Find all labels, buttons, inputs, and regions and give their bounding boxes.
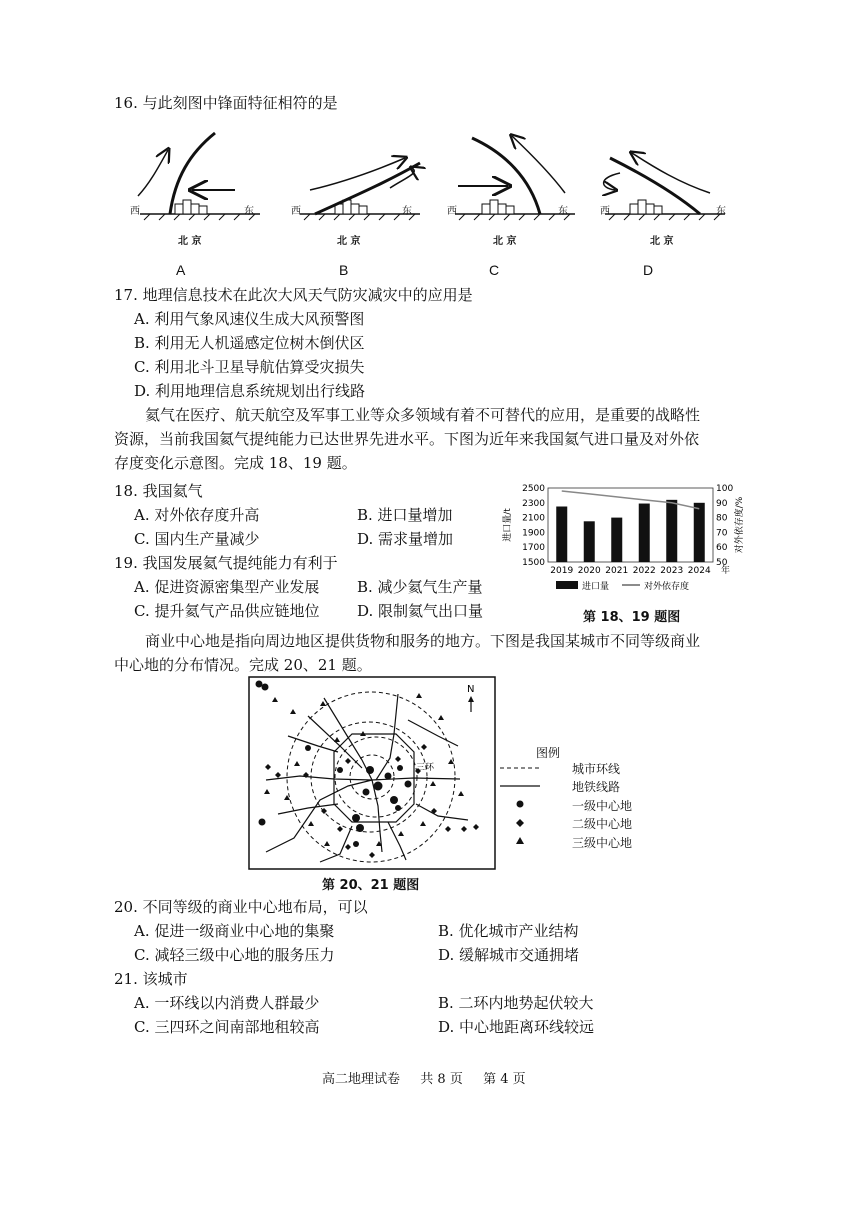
q20-stem: 20. 不同等级的商业中心地布局，可以 <box>114 898 368 916</box>
q16-option-d[interactable]: D <box>643 262 654 278</box>
chart-legend-bar-label: 进口量 <box>582 582 610 592</box>
q16-front-diagrams <box>120 128 780 253</box>
helium-passage-line2: 资源，当前我国氦气提纯能力已达世界先进水平。下图为近年来我国氦气进口量及对外依 <box>114 430 700 448</box>
chart-y-left-tick-label: 1700 <box>522 543 545 554</box>
legend-ring-road: 城市环线 <box>572 762 621 776</box>
q21-stem: 21. 该城市 <box>114 970 188 988</box>
q21-option-d[interactable]: D. 中心地距离环线较远 <box>438 1018 595 1036</box>
q16-city-label-d: 北 京 <box>650 236 674 247</box>
q20-option-a[interactable]: A. 促进一级商业中心地的集聚 <box>134 922 335 940</box>
q18-stem: 18. 我国氦气 <box>114 482 203 500</box>
chart-bar-2024 <box>694 503 705 562</box>
q16-west-label-b: 西 <box>291 206 301 217</box>
q19-option-c[interactable]: C. 提升氦气产品供应链地位 <box>134 602 320 620</box>
legend-subway: 地铁线路 <box>572 780 621 794</box>
map-caption: 第 20、21 题图 <box>322 878 420 893</box>
q18-option-a[interactable]: A. 对外依存度升高 <box>134 506 260 524</box>
chart-y-right-tick-label: 70 <box>716 528 728 539</box>
chart-y-right-tick-label: 80 <box>716 513 728 524</box>
chart-y-left-tick-label: 1500 <box>522 558 545 568</box>
q18-option-d[interactable]: D. 需求量增加 <box>357 530 454 548</box>
legend-third-level: 三级中心地 <box>572 836 633 850</box>
commerce-passage-line1: 商业中心地是指向周边地区提供货物和服务的地方。下图是我国某城市不同等级商业 <box>145 632 701 650</box>
chart-y-right-tick-label: 50 <box>716 558 728 568</box>
chart-x-tick-label: 2021 <box>605 566 629 576</box>
helium-passage-line3: 存度变化示意图。完成 18、19 题。 <box>114 454 357 472</box>
chart-x-unit: 年 <box>721 566 731 576</box>
chart-y-left-tick-label: 2500 <box>522 484 545 494</box>
q16-east-label-b: 东 <box>402 206 412 217</box>
chart-legend-line-label: 对外依存度 <box>644 582 690 592</box>
chart-caption: 第 18、19 题图 <box>583 610 681 625</box>
map-ring-label: 三环 <box>416 763 435 773</box>
chart-bar-2022 <box>639 504 650 562</box>
q20-option-b[interactable]: B. 优化城市产业结构 <box>438 922 579 940</box>
q20-option-c[interactable]: C. 减轻三级中心地的服务压力 <box>134 946 335 964</box>
q19-stem: 19. 我国发展氦气提纯能力有利于 <box>114 554 338 572</box>
q17-option-b[interactable]: B. 利用无人机遥感定位树木倒伏区 <box>134 334 365 352</box>
q16-option-b[interactable]: B <box>339 262 349 278</box>
q18-option-c[interactable]: C. 国内生产量减少 <box>134 530 260 548</box>
q16-diagram-c <box>455 136 575 220</box>
q19-option-d[interactable]: D. 限制氦气出口量 <box>357 602 484 620</box>
q16-city-label-a: 北 京 <box>178 236 202 247</box>
chart-line-dependence <box>562 491 700 509</box>
chart-y-left-tick-label: 2300 <box>522 498 545 509</box>
footer-subject: 高二地理试卷 <box>322 1072 401 1087</box>
map-legend-title: 图例 <box>536 746 561 760</box>
q17-stem: 17. 地理信息技术在此次大风天气防灾减灾中的应用是 <box>114 286 473 304</box>
chart-legend-bar-swatch <box>556 581 578 589</box>
q16-city-label-c: 北 京 <box>493 236 517 247</box>
q21-option-a[interactable]: A. 一环线以内消费人群最少 <box>134 994 320 1012</box>
helium-passage-line1: 氦气在医疗、航天航空及军事工业等众多领域有着不可替代的应用，是重要的战略性 <box>145 406 701 424</box>
footer-page: 第 4 页 <box>483 1072 526 1087</box>
commerce-passage-line2: 中心地的分布情况。完成 20、21 题。 <box>114 656 372 674</box>
q16-city-label-b: 北 京 <box>337 236 361 247</box>
chart-bar-2023 <box>666 500 677 562</box>
q21-option-b[interactable]: B. 二环内地势起伏较大 <box>438 994 594 1012</box>
q16-option-a[interactable]: A <box>176 262 186 278</box>
footer-total: 共 8 页 <box>420 1072 463 1087</box>
chart-y-left-tick-label: 2100 <box>522 513 545 524</box>
chart-y-right-tick-label: 100 <box>716 484 734 494</box>
chart-x-tick-label: 2024 <box>687 566 711 576</box>
chart-bar-2020 <box>584 521 595 562</box>
chart-y-left-tick-label: 1900 <box>522 528 545 539</box>
q17-option-c[interactable]: C. 利用北斗卫星导航估算受灾损失 <box>134 358 365 376</box>
q17-option-a[interactable]: A. 利用气象风速仪生成大风预警图 <box>134 310 365 328</box>
q20-option-d[interactable]: D. 缓解城市交通拥堵 <box>438 946 580 964</box>
q16-diagram-d <box>604 153 725 220</box>
q16-west-label-d: 西 <box>600 206 610 217</box>
q18-option-b[interactable]: B. 进口量增加 <box>357 506 453 524</box>
q16-stem: 16. 与此刻图中锋面特征相符的是 <box>114 94 338 112</box>
chart-bar-2019 <box>556 507 567 563</box>
legend-second-level: 二级中心地 <box>572 817 633 831</box>
q21-option-c[interactable]: C. 三四环之间南部地租较高 <box>134 1018 320 1036</box>
chart-bar-2021 <box>611 518 622 562</box>
chart-x-tick-label: 2022 <box>632 566 656 576</box>
chart-y-right-tick-label: 60 <box>716 543 728 554</box>
q16-diagram-a <box>138 133 260 220</box>
q16-west-label-c: 西 <box>447 206 457 217</box>
q16-east-label-d: 东 <box>716 206 726 217</box>
q17-option-d[interactable]: D. 利用地理信息系统规划出行线路 <box>134 382 366 400</box>
q16-east-label-a: 东 <box>244 206 254 217</box>
chart-y-right-tick-label: 90 <box>716 498 728 509</box>
q19-option-a[interactable]: A. 促进资源密集型产业发展 <box>134 578 320 596</box>
city-map <box>248 676 496 870</box>
chart-y-left-label: 进口量/t <box>503 508 513 542</box>
q16-west-label-a: 西 <box>130 206 140 217</box>
helium-chart <box>498 478 748 598</box>
q19-option-b[interactable]: B. 减少氦气生产量 <box>357 578 483 596</box>
chart-x-tick-label: 2020 <box>577 566 601 576</box>
footer <box>322 1068 526 1087</box>
chart-x-tick-label: 2023 <box>660 566 684 576</box>
chart-y-right-label: 对外依存度/% <box>735 496 745 554</box>
map-legend-symbols <box>496 760 556 850</box>
map-north-label: N <box>467 684 475 695</box>
chart-x-tick-label: 2019 <box>550 566 574 576</box>
q16-east-label-c: 东 <box>558 206 568 217</box>
legend-first-level: 一级中心地 <box>572 799 633 813</box>
q16-option-c[interactable]: C <box>489 262 500 278</box>
